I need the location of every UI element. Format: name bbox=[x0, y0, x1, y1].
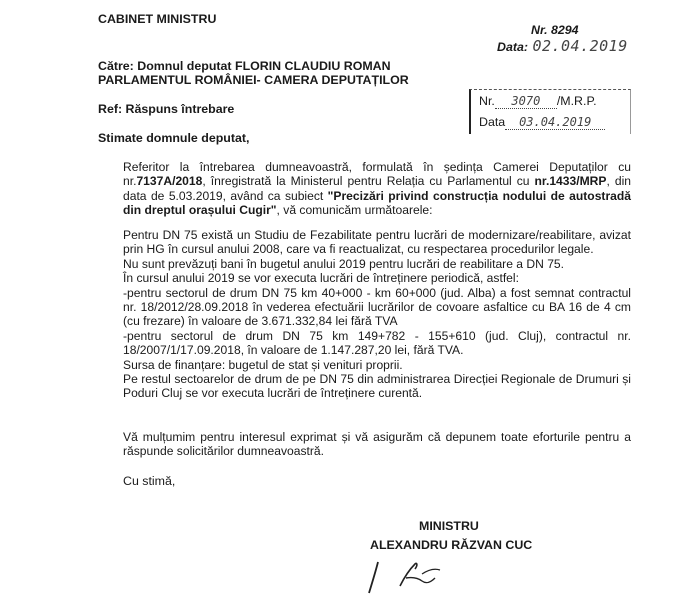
addressee-line-2: PARLAMENTUL ROMÂNIEI- CAMERA DEPUTAȚILOR bbox=[98, 73, 409, 87]
intro-question-number: 7137A/2018 bbox=[136, 174, 203, 189]
paragraph-details bbox=[123, 228, 631, 401]
addressee-name: FLORIN CLAUDIU ROMAN bbox=[235, 59, 391, 73]
date-label: Data: bbox=[497, 40, 528, 54]
date-handwritten: 02.04.2019 bbox=[532, 37, 628, 55]
detail-line: Pe restul sectoarelor de drum de pe DN 75 din administrarea Direcției Regionale de Drumuri și Poduri Cluj se vor executa lucrări de întreținere curentă. bbox=[123, 372, 631, 401]
detail-line: Nu sunt prevăzuți bani în bugetul anului 2019 pentru lucrări de reabilitare a DN 75. bbox=[123, 256, 565, 271]
detail-line: În cursul anului 2019 se vor executa lucrări de întreținere periodică, astfel: bbox=[123, 271, 519, 286]
detail-line: -pentru sectorul de drum DN 75 km 40+000 - km 60+000 (jud. Alba) a fost semnat contractul nr. 18/2012/28.09.2018 în vederea efectuării lucrărilor de covoare asfaltice cu BA 16 de 4 cm (cu frezare) în valoare de 3.671.332,84 lei fără TVA bbox=[123, 285, 631, 329]
org-heading: CABINET MINISTRU bbox=[98, 12, 217, 26]
intro-text-3: , din data de 5.03.2019, având ca subiect bbox=[123, 174, 631, 203]
stamp-date-handwritten: 03.04.2019 bbox=[505, 115, 605, 130]
stamp-number-row bbox=[479, 94, 597, 109]
document-date-row bbox=[497, 37, 628, 56]
paragraph-intro bbox=[123, 160, 631, 218]
addressee-prefix: Către: Domnul deputat bbox=[98, 59, 235, 73]
signatory-title: MINISTRU bbox=[419, 519, 479, 533]
closing: Cu stimă, bbox=[123, 474, 176, 488]
reference-line: Ref: Răspuns întrebare bbox=[98, 102, 235, 116]
intro-text-4: , vă comunicăm următoarele: bbox=[276, 203, 433, 218]
salutation: Stimate domnule deputat, bbox=[98, 131, 250, 145]
signatory-name: ALEXANDRU RĂZVAN CUC bbox=[370, 538, 533, 552]
stamp-date-row bbox=[479, 115, 605, 130]
detail-line: Pentru DN 75 există un Studiu de Fezabilitate pentru lucrări de modernizare/reabilitare, avizat prin HG în cursul anului 2008, care va fi reactualizat, cu respectarea procedurilor legale. bbox=[123, 228, 631, 257]
intro-text-1: Referitor la întrebarea dumneavoastră, formulată în ședința Camerei Deputaților cu nr. bbox=[123, 160, 631, 189]
stamp-nr-suffix: /M.R.P. bbox=[556, 94, 597, 108]
detail-line: Sursa de finanțare: bugetul de stat și venituri proprii. bbox=[123, 357, 403, 372]
intro-registration-number: nr.1433/MRP bbox=[534, 174, 607, 189]
document-number: Nr. 8294 bbox=[531, 23, 579, 37]
stamp-nr-handwritten: 3070 bbox=[495, 94, 557, 109]
addressee-line-1 bbox=[98, 59, 391, 73]
stamp-nr-prefix: Nr. bbox=[479, 94, 495, 108]
stamp-data-prefix: Data bbox=[479, 115, 506, 129]
registration-stamp bbox=[469, 89, 631, 134]
intro-subject: "Precizări privind construcția nodului de autostradă din dreptul orașului Cugir" bbox=[123, 188, 631, 218]
intro-text-2: , înregistrată la Ministerul pentru Relația cu Parlamentul cu bbox=[202, 174, 535, 189]
paragraph-thanks: Vă mulțumim pentru interesul exprimat și vă asigurăm că depunem toate eforturile pentru a răspunde solicitărilor dumneavoastră. bbox=[123, 430, 631, 459]
handwritten-signature-image bbox=[360, 556, 470, 595]
detail-line: -pentru sectorul de drum DN 75 km 149+782 - 155+610 (jud. Cluj), contractul nr. 18/2007/1/17.09.2018, în valoare de 1.147.287,20 lei, fără TVA. bbox=[123, 328, 631, 358]
